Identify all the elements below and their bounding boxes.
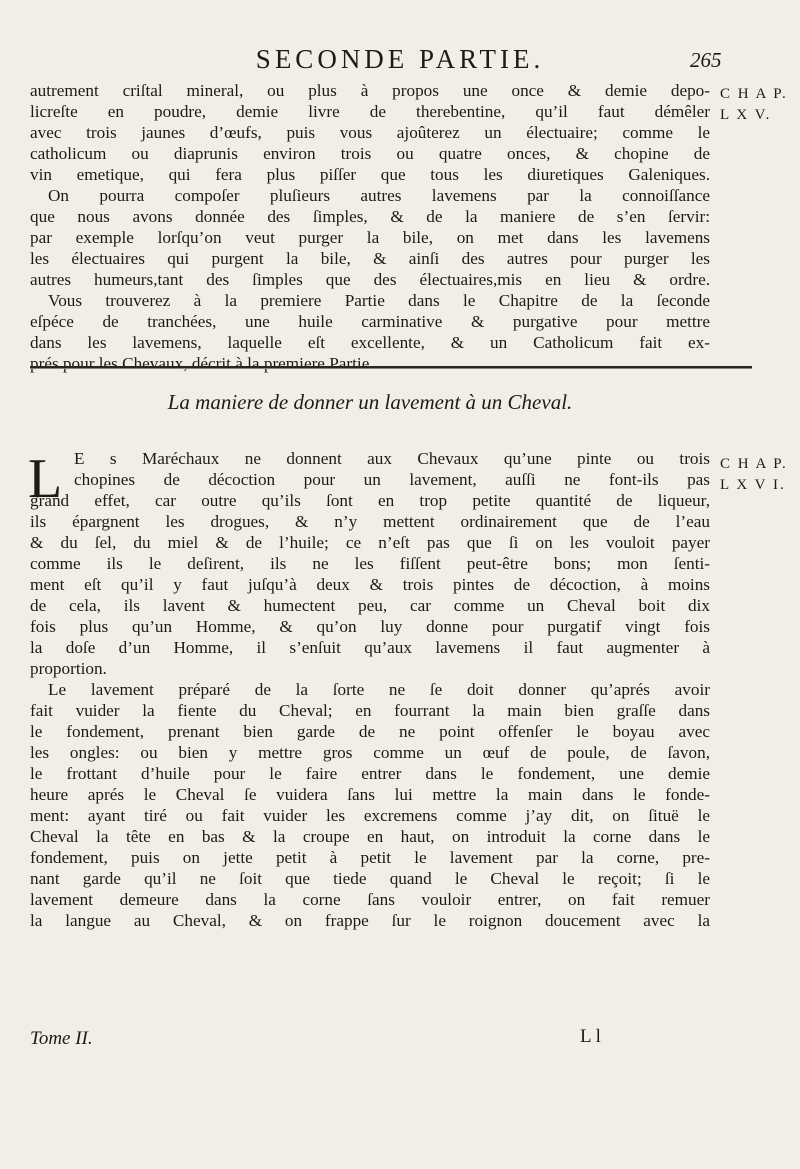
text-line: Vous trouverez à la premiere Partie dans le Chapitre de la ſeconde bbox=[48, 291, 710, 310]
text-line: autrement criſtal mineral, ou plus à propos une once & demie depo- bbox=[30, 81, 710, 100]
text-line: autres humeurs,tant des ſimples que des électuaires,mis en lieu & ordre. bbox=[30, 270, 710, 289]
text-line: E s Maréchaux ne donnent aux Chevaux qu’une pinte ou trois bbox=[74, 449, 710, 468]
text-line: chopines de décoction pour un lavement, auſſi ne font-ils pas bbox=[74, 470, 710, 489]
margin-note-line: L X V I. bbox=[720, 477, 786, 493]
text-line: le fondement, prenant bien garde de ne point offenſer le boyau avec bbox=[30, 722, 710, 741]
text-line: la langue au Cheval, & on frappe ſur le roignon doucement avec la bbox=[30, 911, 710, 930]
text-line: proportion. bbox=[30, 659, 107, 678]
text-line: catholicum ou diaprunis environ trois ou quatre onces, & chopine de bbox=[30, 144, 710, 163]
text-line: & du ſel, du miel & de l’huile; ce n’eſt pas que ſi on les vouloit payer bbox=[30, 533, 710, 552]
text-line: eſpéce de tranchées, une huile carminative & purgative pour mettre bbox=[30, 312, 710, 331]
text-line: avec trois jaunes d’œufs, puis vous ajoûterez un électuaire; comme le bbox=[30, 123, 710, 142]
margin-note-line: C H A P. bbox=[720, 456, 788, 472]
text-line: prés pour les Chevaux, décrit à la premiere Partie. bbox=[30, 354, 374, 373]
paragraph-2 bbox=[30, 448, 710, 931]
text-line: fait vuider la fiente du Cheval; en fourrant la main bien graſſe dans bbox=[30, 701, 710, 720]
section-title: La maniere de donner un lavement à un Cheval. bbox=[167, 390, 573, 414]
text-line: de cela, ils lavent & humectent peu, car comme un Cheval boit dix bbox=[30, 596, 710, 615]
text-line: fondement, puis on jette petit à petit le lavement par la corne, pre- bbox=[30, 848, 710, 867]
page-number: 265 bbox=[690, 48, 722, 72]
margin-note-line: C H A P. bbox=[720, 86, 788, 102]
text-line: les ongles: ou bien y mettre gros comme un œuf de poule, de ſavon, bbox=[30, 743, 710, 762]
volume-label: Tome II. bbox=[30, 1028, 93, 1049]
signature-mark: L l bbox=[580, 1026, 601, 1047]
text-line: la doſe d’un Homme, il s’enſuit qu’aux lavemens il faut augmenter à bbox=[30, 638, 710, 657]
text-line: heure aprés le Cheval ſe vuidera ſans lui mettre la main dans le fonde- bbox=[30, 785, 710, 804]
text-line: grand effet, car outre qu’ils ſont en trop petite quantité de liqueur, bbox=[30, 491, 710, 510]
drop-cap: L bbox=[28, 448, 63, 510]
text-line: ment: ayant tiré ou fait vuider les excremens comme j’ay dit, on ſituë le bbox=[30, 806, 710, 825]
text-line: ils épargnent les drogues, & n’y mettent ordinairement que de l’eau bbox=[30, 512, 710, 531]
margin-note-chapter-66 bbox=[720, 454, 798, 496]
text-line: les électuaires qui purgent la bile, & ainſi des autres pour purger les bbox=[30, 249, 710, 268]
text-line: que nous avons donnée des ſimples, & de la maniere de s’en ſervir: bbox=[30, 207, 710, 226]
text-line: nant garde qu’il ne ſoit que tiede quand le Cheval le reçoit; ſi le bbox=[30, 869, 710, 888]
text-line: fois plus qu’un Homme, & qu’on luy donne pour purgatif vingt fois bbox=[30, 617, 710, 636]
text-line: par exemple lorſqu’on veut purger la bile, on met dans les lavemens bbox=[30, 228, 710, 247]
running-head: SECONDE PARTIE. bbox=[255, 44, 545, 74]
section-divider bbox=[30, 366, 752, 369]
text-line: Le lavement préparé de la ſorte ne ſe doit donner qu’aprés avoir bbox=[48, 680, 710, 699]
margin-note-line: L X V. bbox=[720, 107, 772, 123]
text-line: comme ils le deſirent, ils ne les fiſſent peut-être bons; mon ſenti- bbox=[30, 554, 710, 573]
text-line: On pourra compoſer pluſieurs autres lavemens par la connoiſſance bbox=[48, 186, 710, 205]
text-line: Cheval la tête en bas & la croupe en haut, on introduit la corne dans le bbox=[30, 827, 710, 846]
text-line: le frottant d’huile pour le faire entrer dans le fondement, une demie bbox=[30, 764, 710, 783]
text-line: dans les lavemens, laquelle eſt excellente, & un Catholicum fait ex- bbox=[30, 333, 710, 352]
text-line: licreſte en poudre, demie livre de therebentine, qu’il faut démêler bbox=[30, 102, 710, 121]
margin-note-chapter-65 bbox=[720, 84, 798, 126]
text-line: ment eſt qu’il y faut juſqu’à deux & trois pintes de décoction, à moins bbox=[30, 575, 710, 594]
paragraph-1 bbox=[30, 80, 710, 374]
text-line: lavement demeure dans la corne ſans vouloir entrer, on fait remuer bbox=[30, 890, 710, 909]
text-line: vin emetique, qui fera plus piſſer que tous les diuretiques Galeniques. bbox=[30, 165, 710, 184]
